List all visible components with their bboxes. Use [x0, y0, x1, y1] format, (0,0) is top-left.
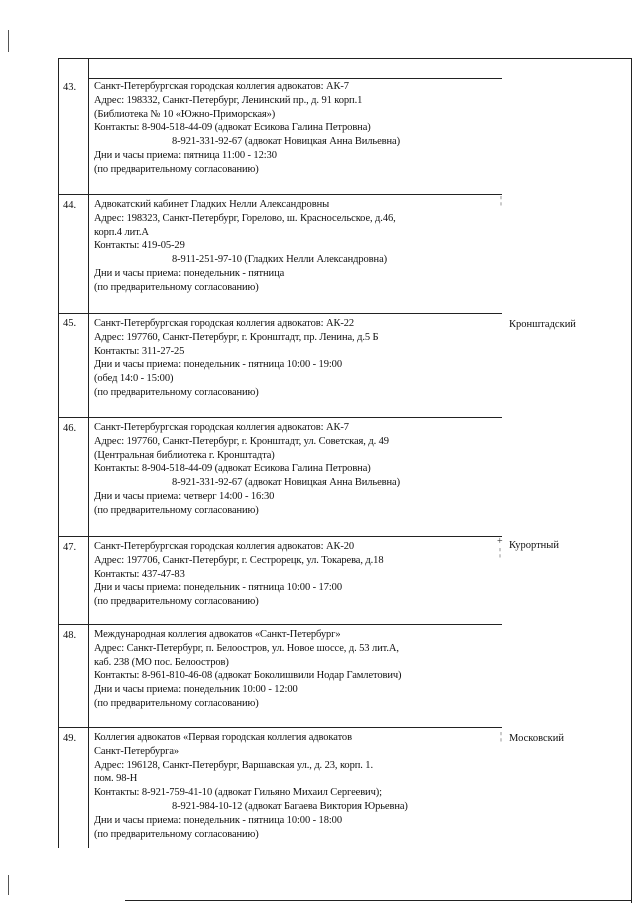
- entry-line: корп.4 лит.А: [94, 226, 149, 238]
- entry-line: Адвокатский кабинет Гладких Нелли Александровны: [94, 199, 330, 210]
- entry-49: [94, 731, 499, 841]
- entry-line: (по предварительному согласованию): [94, 828, 259, 840]
- entry-line: Контакты: 8-921-759-41-10 (адвокат Гильяно Михаил Сергеевич);: [94, 787, 382, 799]
- entry-number: 49.: [63, 733, 77, 744]
- entry-line: Санкт-Петербурга»: [94, 745, 180, 757]
- entry-line: (Библиотека № 10 «Южно-Приморская»): [94, 108, 276, 120]
- table-right-border: [631, 58, 632, 903]
- table-top-border: [58, 58, 632, 59]
- row-divider: [58, 624, 502, 625]
- entry-line: каб. 238 (МО пос. Белоостров): [94, 656, 229, 668]
- entry-line: (по предварительному согласованию): [94, 596, 259, 608]
- entry-line: (Центральная библиотека г. Кронштадта): [94, 449, 275, 461]
- entry-line: (по предварительному согласованию): [94, 163, 259, 175]
- entry-48: [94, 628, 499, 711]
- entry-number: 48.: [63, 630, 77, 641]
- entry-line: Санкт-Петербургская городская коллегия адвокатов: АК-22: [94, 318, 355, 329]
- entry-number: 44.: [63, 200, 77, 211]
- entry-line: (по предварительному согласованию): [94, 386, 259, 398]
- entry-line: Санкт-Петербургская городская коллегия адвокатов: АК-20: [94, 541, 355, 552]
- district-label: Кронштадский: [509, 319, 576, 330]
- scan-mark: ¦: [499, 547, 502, 558]
- entry-line: Санкт-Петербургская городская коллегия адвокатов: АК-7: [94, 422, 349, 433]
- entry-43: [94, 80, 499, 177]
- entry-46: [94, 421, 499, 518]
- scan-mark: ¦: [500, 731, 503, 742]
- entry-line: Адрес: 197760, Санкт-Петербург, г. Кронштадт, пр. Ленина, д.5 Б: [94, 331, 379, 343]
- scan-mark: ¦: [500, 195, 503, 206]
- entry-line: Дни и часы приема: понедельник 10:00 - 12:00: [94, 684, 298, 696]
- entry-line: Адрес: 197760, Санкт-Петербург, г. Кронштадт, ул. Советская, д. 49: [94, 435, 389, 447]
- entry-number: 46.: [63, 423, 77, 434]
- entry-line: Адрес: 198323, Санкт-Петербург, Горелово, ш. Красносельское, д.46,: [94, 212, 396, 224]
- entry-line: Контакты: 8-904-518-44-09 (адвокат Есикова Галина Петровна): [94, 463, 371, 475]
- entry-line: Дни и часы приема: понедельник - пятница: [94, 267, 285, 279]
- entry-line: (обед 14:0 - 15:00): [94, 373, 174, 385]
- row-divider: [58, 313, 502, 314]
- district-label: Московский: [509, 733, 564, 744]
- row-divider: [58, 536, 502, 537]
- entry-47: [94, 540, 502, 609]
- entry-line: Контакты: 437-47-83: [94, 568, 185, 580]
- entry-line: 8-921-984-10-12 (адвокат Багаева Виктория Юрьевна): [172, 800, 408, 812]
- row-divider: [58, 727, 502, 728]
- entry-line: Дни и часы приема: четверг 14:00 - 16:30: [94, 490, 275, 502]
- entry-line: Дни и часы приема: понедельник - пятница 10:00 - 17:00: [94, 582, 342, 594]
- entry-number: 45.: [63, 318, 77, 329]
- entry-line: Адрес: 198332, Санкт-Петербург, Ленинский пр., д. 91 корп.1: [94, 94, 363, 106]
- entry-line: 8-921-331-92-67 (адвокат Новицкая Анна Вильевна): [172, 477, 400, 489]
- entry-line: Коллегия адвокатов «Первая городская коллегия адвокатов: [94, 732, 352, 743]
- entry-line: (по предварительному согласованию): [94, 697, 259, 709]
- scan-edge-mark: [8, 875, 9, 895]
- entry-line: Дни и часы приема: понедельник - пятница 10:00 - 18:00: [94, 814, 342, 826]
- entry-line: (по предварительному согласованию): [94, 281, 259, 293]
- entry-line: (по предварительному согласованию): [94, 504, 259, 516]
- entry-line: Адрес: 196128, Санкт-Петербург, Варшавская ул., д. 23, корп. 1.: [94, 759, 373, 771]
- entry-line: Контакты: 419-05-29: [94, 240, 185, 252]
- entry-line: Адрес: 197706, Санкт-Петербург, г. Сестрорецк, ул. Токарева, д.18: [94, 554, 384, 566]
- page-bottom-line: [125, 900, 632, 901]
- entry-number: 47.: [63, 542, 77, 553]
- entry-line: 8-921-331-92-67 (адвокат Новицкая Анна Вильевна): [172, 136, 400, 148]
- entry-line: Контакты: 311-27-25: [94, 345, 185, 357]
- entry-line: Адрес: Санкт-Петербург, п. Белоостров, ул. Новое шоссе, д. 53 лит.А,: [94, 642, 399, 654]
- row-divider: [88, 78, 502, 79]
- entry-line: Контакты: 8-961-810-46-08 (адвокат Боколишвили Нодар Гамлетович): [94, 670, 402, 682]
- entry-line: Дни и часы приема: пятница 11:00 - 12:30: [94, 149, 277, 161]
- entry-line: Дни и часы приема: понедельник - пятница 10:00 - 19:00: [94, 359, 342, 371]
- entry-number: 43.: [63, 82, 77, 93]
- row-divider: [58, 194, 502, 195]
- number-column-divider: [88, 58, 89, 848]
- table-left-border: [58, 58, 59, 848]
- scan-mark: +: [497, 536, 503, 547]
- entry-line: пом. 98-Н: [94, 773, 138, 785]
- scan-edge-mark: [8, 30, 9, 52]
- entry-line: Международная коллегия адвокатов «Санкт-Петербург»: [94, 629, 341, 640]
- row-divider: [58, 417, 502, 418]
- entry-45: [94, 317, 499, 400]
- entry-line: Санкт-Петербургская городская коллегия адвокатов: АК-7: [94, 81, 349, 92]
- entry-line: 8-911-251-97-10 (Гладких Нелли Александровна): [172, 254, 388, 266]
- district-label: Курортный: [509, 540, 559, 551]
- entry-line: Контакты: 8-904-518-44-09 (адвокат Есикова Галина Петровна): [94, 122, 371, 134]
- entry-44: [94, 198, 499, 295]
